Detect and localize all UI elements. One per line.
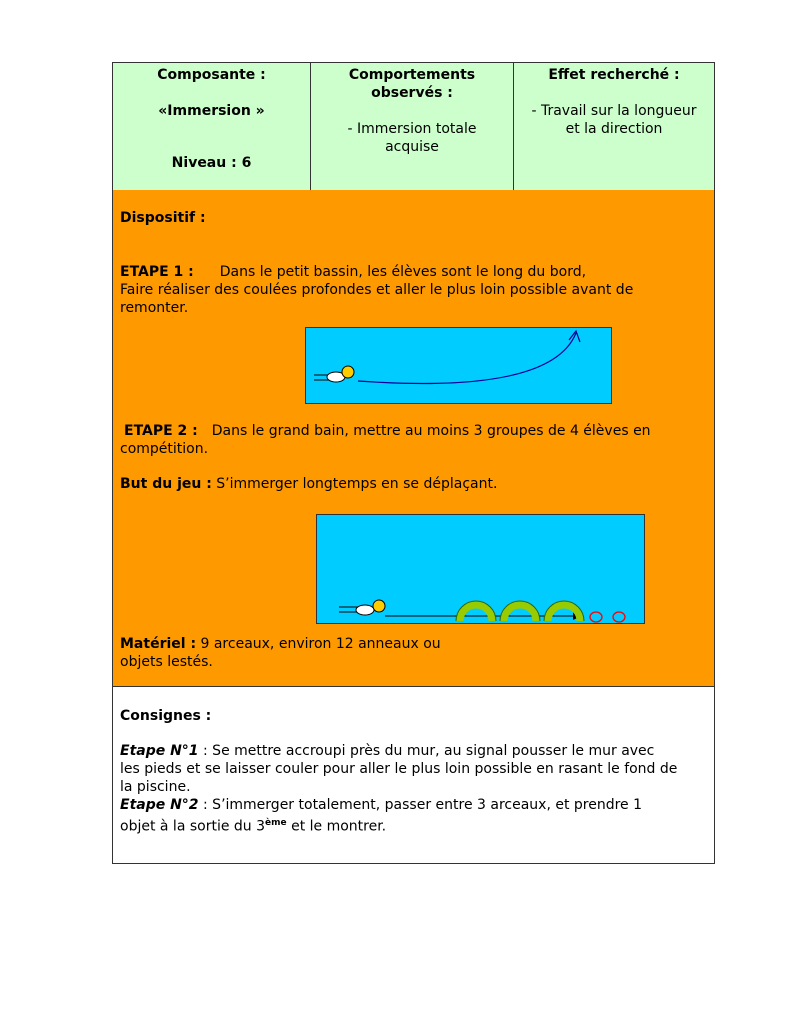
etape2-label: ETAPE 2 : [124, 423, 198, 439]
but-text: S’immerger longtemps en se déplaçant. [216, 476, 498, 492]
etape1-text: Dans le petit bassin, les élèves sont le long du bord, [219, 264, 587, 280]
effet-title: Effet recherché : [548, 67, 680, 83]
e2-superscript: ème [265, 818, 287, 828]
etape1-label: ETAPE 1 : [120, 264, 194, 280]
etape2-course [317, 515, 646, 625]
composante-title: Composante : [157, 67, 266, 83]
header-row [113, 63, 714, 191]
swimmer-head-icon [373, 600, 385, 612]
consignes-section [113, 687, 714, 863]
materiel-line2: objets lestés. [120, 654, 213, 670]
comportements-title-1: Comportements [348, 67, 476, 83]
comportements-title-2: observés : [371, 85, 453, 101]
effet-value-1: - Travail sur la longueur [531, 103, 697, 119]
consigne-e2-line2 [120, 814, 386, 836]
etape1-swimmer-path [306, 328, 613, 405]
etape2-line1 [120, 422, 651, 440]
arch-hoop-icon [504, 605, 536, 621]
e2-label: Etape N°2 [120, 797, 199, 813]
comportements-value-1: - Immersion totale [347, 121, 477, 137]
consigne-e1-line2: les pieds et se laisser couler pour aller le plus loin possible en rasant le fond de [120, 761, 678, 777]
materiel-text: 9 arceaux, environ 12 anneaux ou [200, 636, 441, 652]
dispositif-title: Dispositif : [120, 210, 206, 226]
but-line [120, 475, 497, 493]
materiel-label: Matériel : [120, 636, 197, 652]
trajectory-curve [358, 333, 576, 384]
header-comportements [311, 63, 514, 190]
effet-value-2: et la direction [565, 121, 663, 137]
but-label: But du jeu : [120, 476, 212, 492]
swimmer-icon [356, 605, 374, 615]
e2-line2-a: objet à la sortie du 3 [120, 818, 266, 835]
header-effet [514, 63, 714, 190]
consignes-title: Consignes : [120, 708, 212, 724]
etape2-line2: compétition. [120, 441, 209, 457]
swimmer-head-icon [342, 366, 354, 378]
etape1-line3: remonter. [120, 300, 189, 316]
consigne-e1-line3: la piscine. [120, 779, 191, 795]
grand-bain-diagram [316, 514, 645, 624]
e2-line2-b: et le montrer. [286, 818, 387, 835]
activity-sheet [112, 62, 715, 864]
niveau-label: Niveau : 6 [171, 155, 252, 171]
comportements-value-2: acquise [385, 139, 439, 155]
etape1-line1 [120, 263, 586, 281]
arch-hoop-icon [460, 605, 492, 621]
dispositif-section [113, 190, 714, 687]
materiel-line1 [120, 635, 441, 653]
consigne-e1-line1 [120, 742, 654, 760]
e1-text: : Se mettre accroupi près du mur, au signal pousser le mur avec [203, 743, 655, 759]
consigne-e2-line1 [120, 796, 642, 814]
e1-label: Etape N°1 [120, 743, 199, 759]
etape1-line2: Faire réaliser des coulées profondes et aller le plus loin possible avant de [120, 282, 634, 298]
petit-bassin-diagram [305, 327, 612, 404]
ring-object-icon [613, 612, 625, 622]
etape2-text: Dans le grand bain, mettre au moins 3 groupes de 4 élèves en [211, 423, 651, 439]
e2-text: : S’immerger totalement, passer entre 3 arceaux, et prendre 1 [203, 797, 643, 813]
ring-object-icon [590, 612, 602, 622]
header-composante [113, 63, 311, 190]
composante-value: «Immersion » [158, 103, 265, 119]
